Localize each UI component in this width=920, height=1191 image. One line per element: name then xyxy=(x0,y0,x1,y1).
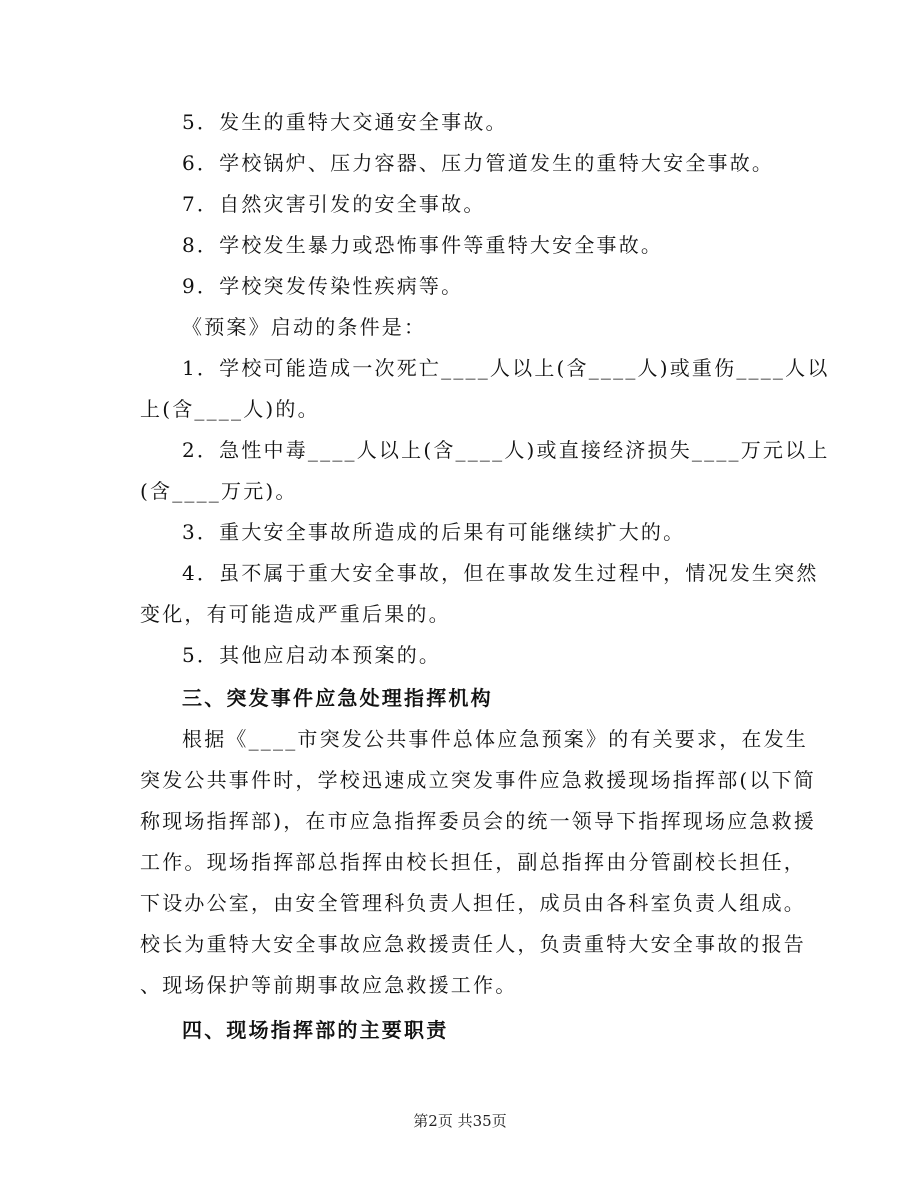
page-number: 第2页 共35页 xyxy=(413,1112,507,1130)
section-3-paragraph-line: 根据《____市突发公共事件总体应急预案》的有关要求，在发生 xyxy=(182,727,808,751)
section-3-heading: 三、突发事件应急处理指挥机构 xyxy=(182,686,493,710)
section-3-paragraph-line: 称现场指挥部)，在市应急指挥委员会的统一领导下指挥现场应急救援 xyxy=(140,809,817,833)
list-item: 9．学校突发传染性疾病等。 xyxy=(182,274,464,298)
condition-4-line-2: 变化，有可能造成严重后果的。 xyxy=(140,602,451,626)
conditions-title: 《预案》启动的条件是： xyxy=(182,315,427,339)
condition-3: 3．重大安全事故所造成的后果有可能继续扩大的。 xyxy=(182,520,686,544)
list-item: 5．发生的重特大交通安全事故。 xyxy=(182,110,508,134)
list-item: 7．自然灾害引发的安全事故。 xyxy=(182,192,486,216)
list-item: 8．学校发生暴力或恐怖事件等重特大安全事故。 xyxy=(182,233,664,257)
list-item: 6．学校锅炉、压力容器、压力管道发生的重特大安全事故。 xyxy=(182,151,775,175)
condition-2-line-2: (含____万元)。 xyxy=(140,479,298,503)
section-4-heading: 四、现场指挥部的主要职责 xyxy=(182,1018,449,1042)
condition-4-line-1: 4．虽不属于重大安全事故，但在事故发生过程中，情况发生突然 xyxy=(182,561,819,585)
section-3-paragraph-line: 突发公共事件时，学校迅速成立突发事件应急救援现场指挥部(以下简 xyxy=(140,768,817,792)
section-3-paragraph-line: 校长为重特大安全事故应急救援责任人，负责重特大安全事故的报告 xyxy=(140,932,806,956)
section-3-paragraph-line: 下设办公室，由安全管理科负责人担任，成员由各科室负责人组成。 xyxy=(140,891,806,915)
condition-1-line-2: 上(含____人)的。 xyxy=(140,397,320,421)
document-body xyxy=(140,102,830,1051)
condition-1-line-1: 1．学校可能造成一次死亡____人以上(含____人)或重伤____人以 xyxy=(182,356,830,380)
section-3-paragraph-line: 、现场保护等前期事故应急救援工作。 xyxy=(140,973,518,997)
section-3-paragraph-line: 工作。现场指挥部总指挥由校长担任，副总指挥由分管副校长担任， xyxy=(140,850,806,874)
condition-2-line-1: 2．急性中毒____人以上(含____人)或直接经济损失____万元以上 xyxy=(182,438,830,462)
condition-5: 5．其他应启动本预案的。 xyxy=(182,643,442,667)
